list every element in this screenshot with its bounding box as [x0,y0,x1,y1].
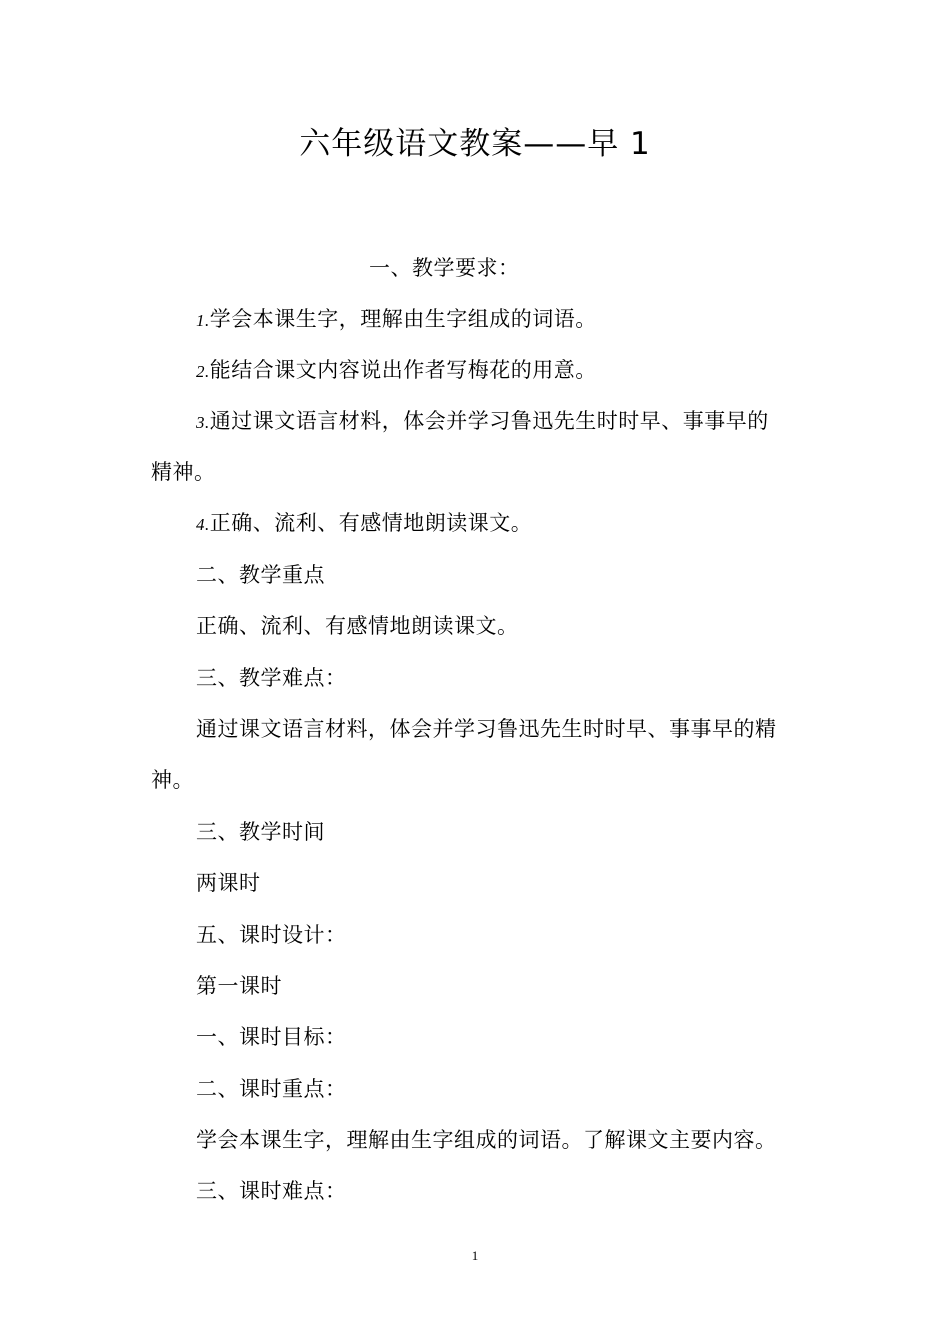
lesson-objectives-heading: 一、课时目标： [196,1025,347,1049]
requirement-item-1: 1.学会本课生字，理解由生字组成的词语。 [196,307,597,331]
lesson-key-points-text: 学会本课生字，理解由生字组成的词语。了解课文主要内容。 [196,1128,777,1152]
requirement-item-2: 2.能结合课文内容说出作者写梅花的用意。 [196,358,597,382]
document-title: 六年级语文教案——早 1 [299,126,651,162]
key-points-text: 正确、流利、有感情地朗读课文。 [196,614,519,638]
lesson-difficulties-heading: 三、课时难点： [196,1179,347,1203]
difficulties-text: 通过课文语言材料，体会并学习鲁迅先生时时早、事事早的精 [196,717,777,741]
lesson-key-points-heading: 二、课时重点： [196,1077,347,1101]
section-heading-time: 三、教学时间 [196,820,325,844]
section-heading-difficulties: 三、教学难点： [196,666,347,690]
time-text: 两课时 [196,871,261,895]
requirement-item-3: 3.通过课文语言材料，体会并学习鲁迅先生时时早、事事早的 [196,409,769,433]
section-heading-requirements: 一、教学要求： [369,256,520,280]
difficulties-text-continued: 神。 [151,768,194,792]
page-number: 1 [471,1248,479,1263]
section-heading-design: 五、课时设计： [196,923,347,947]
requirement-item-4: 4.正确、流利、有感情地朗读课文。 [196,511,533,535]
lesson-1-heading: 第一课时 [196,974,282,998]
section-heading-key-points: 二、教学重点 [196,563,325,587]
requirement-item-3-continued: 精神。 [151,460,216,484]
